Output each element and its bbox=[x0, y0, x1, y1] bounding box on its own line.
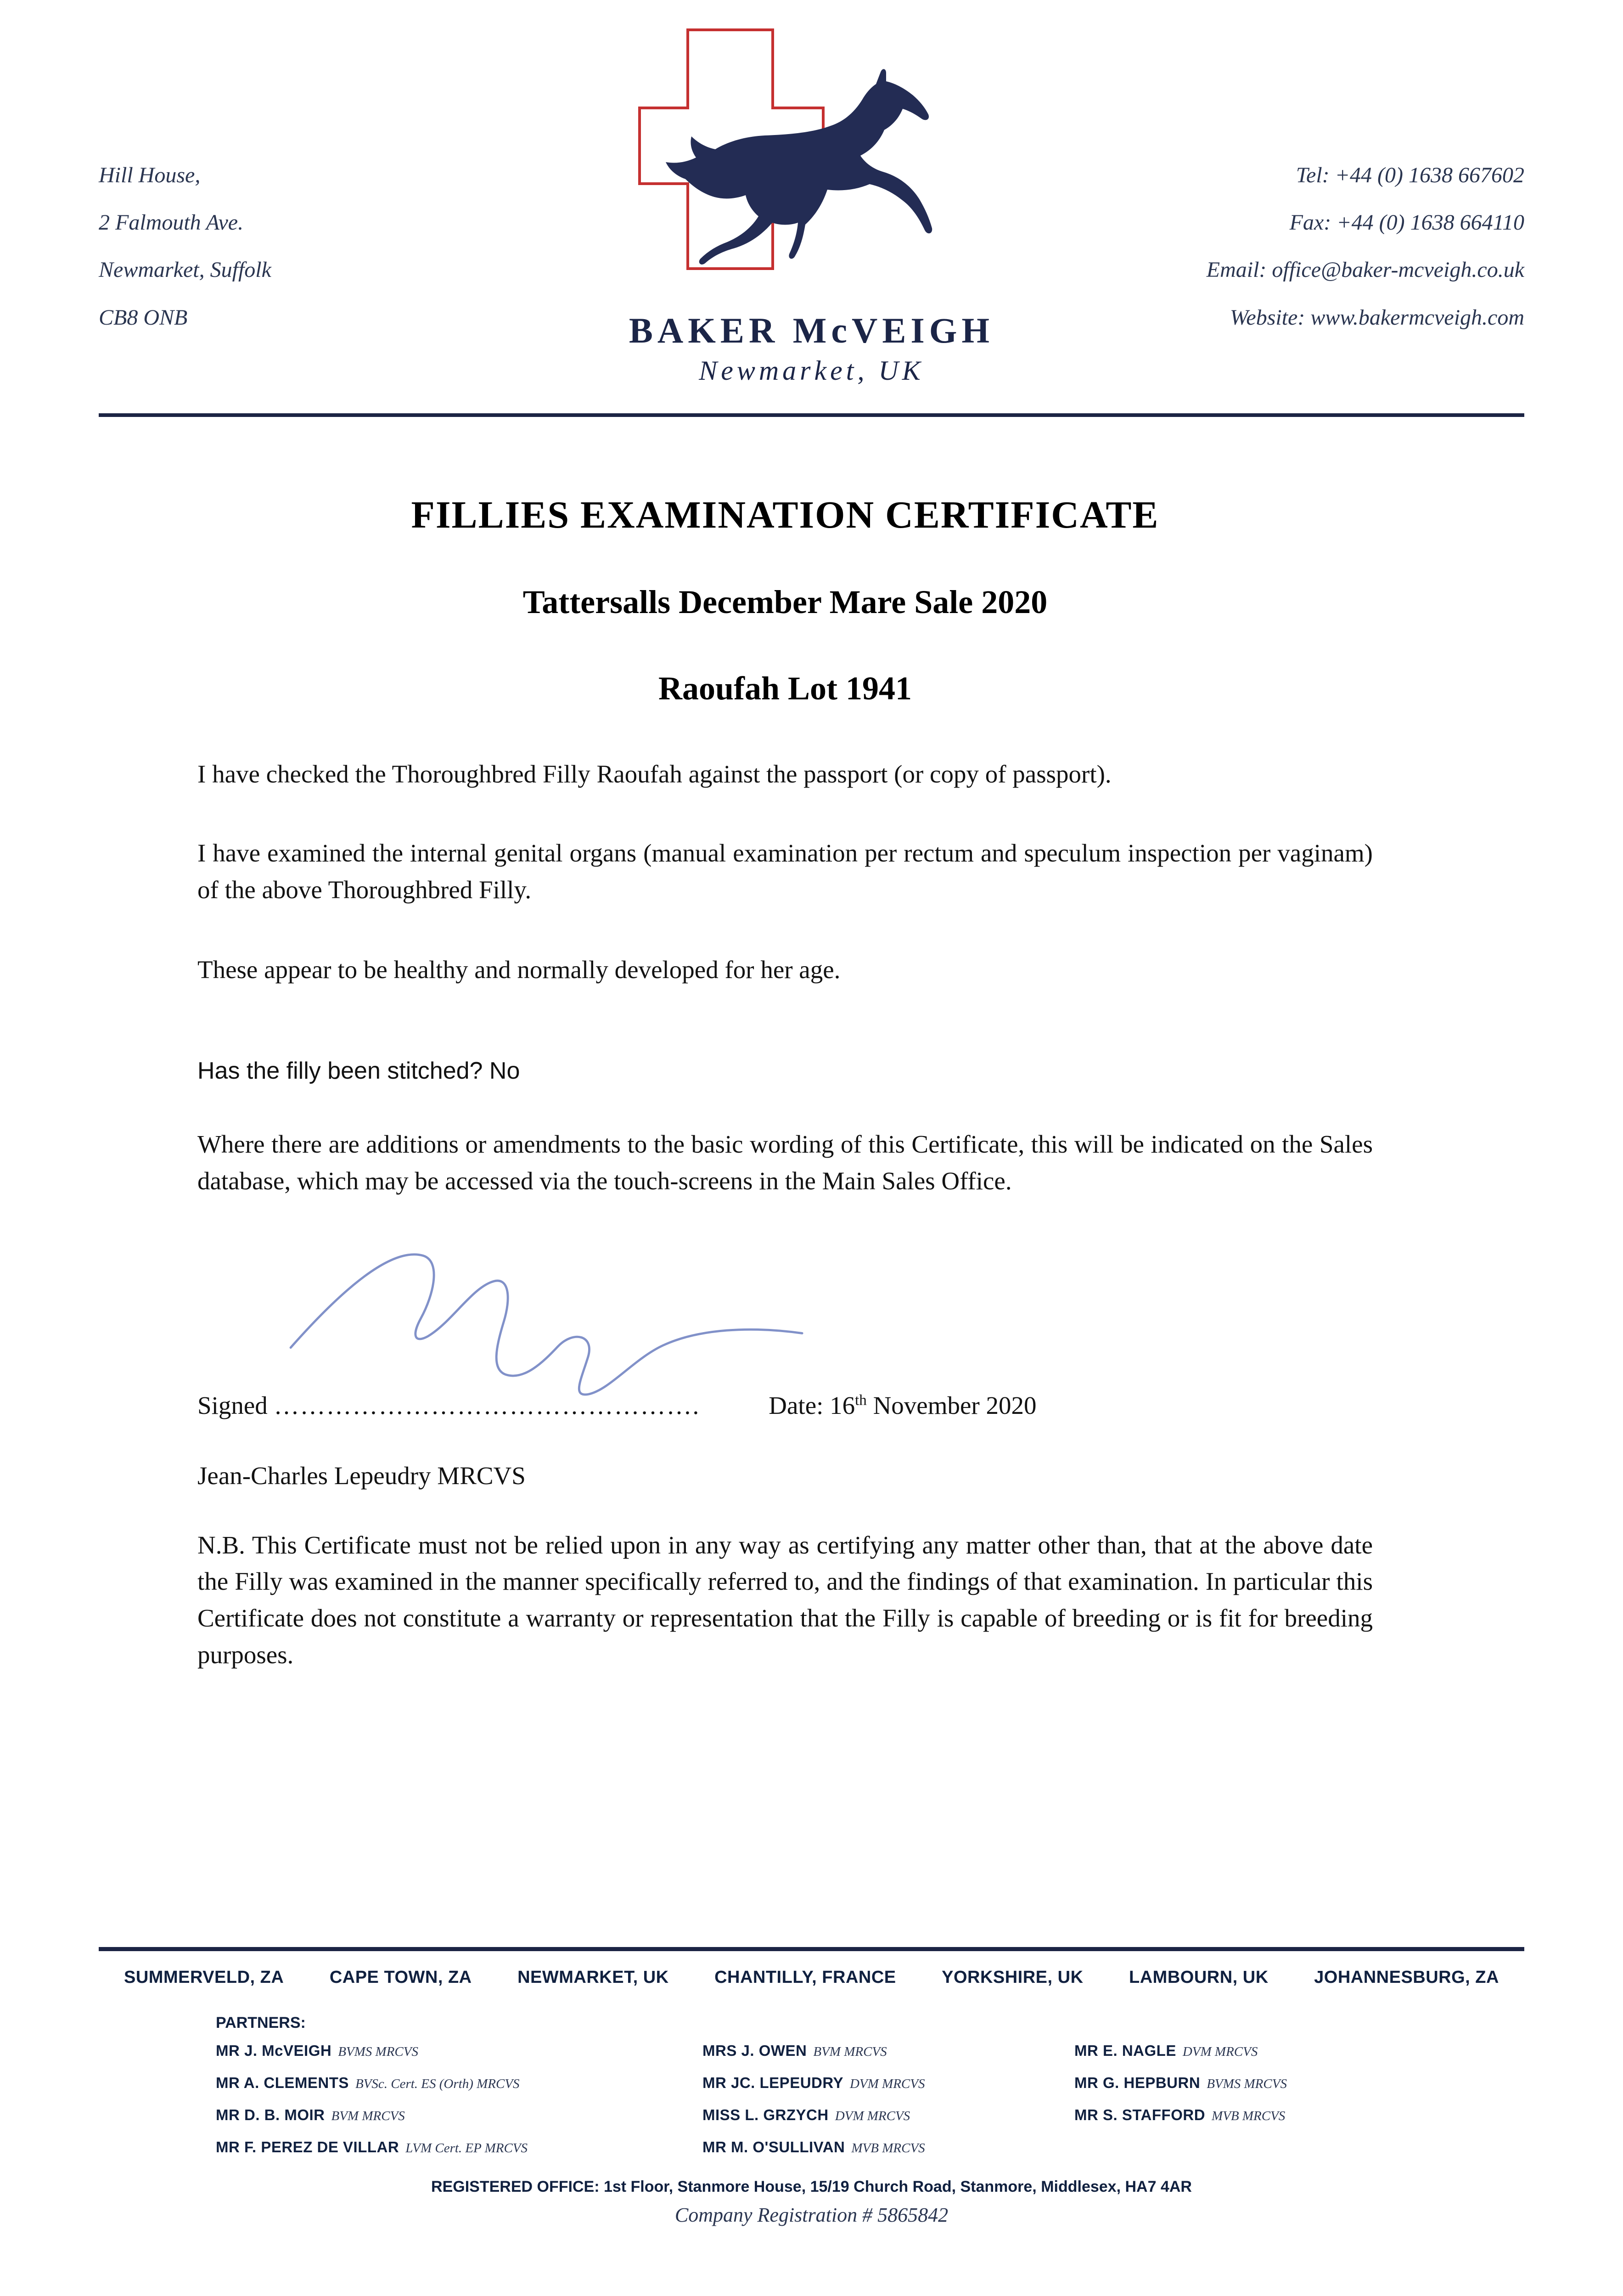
address-line: CB8 ONB bbox=[99, 305, 188, 330]
contact-website: Website: www.bakermcveigh.com bbox=[1230, 305, 1524, 330]
sale-name: Tattersalls December Mare Sale 2020 bbox=[522, 584, 1048, 620]
partner-name: MR E. NAGLE bbox=[1074, 2042, 1176, 2059]
location-item: JOHANNESBURG, ZA bbox=[1314, 1968, 1499, 1987]
partners-column-1 bbox=[216, 2042, 702, 2156]
partner-name: MR D. B. MOIR bbox=[216, 2106, 325, 2123]
logo-graphic bbox=[637, 21, 986, 278]
partner-entry bbox=[1074, 2042, 1524, 2060]
partner-entry bbox=[702, 2106, 1074, 2124]
partner-entry bbox=[216, 2138, 702, 2156]
office-locations bbox=[99, 1968, 1524, 1987]
location-item: LAMBOURN, UK bbox=[1129, 1968, 1269, 1987]
footer-rule bbox=[99, 1947, 1524, 1951]
practice-contact bbox=[1207, 152, 1524, 341]
location-item: NEWMARKET, UK bbox=[517, 1968, 669, 1987]
partner-name: MISS L. GRZYCH bbox=[702, 2106, 829, 2123]
company-registration: Company Registration # 5865842 bbox=[674, 2204, 949, 2226]
location-item: CAPE TOWN, ZA bbox=[329, 1968, 472, 1987]
address-line: 2 Falmouth Ave. bbox=[99, 210, 244, 235]
partner-name: MR G. HEPBURN bbox=[1074, 2074, 1201, 2091]
signed-label: Signed bbox=[197, 1391, 274, 1419]
partner-entry bbox=[1074, 2074, 1524, 2092]
partner-qualifications: LVM Cert. EP MRCVS bbox=[405, 2141, 528, 2155]
signatory-name: Jean-Charles Lepeudry MRCVS bbox=[197, 1461, 526, 1490]
letterfoot bbox=[99, 1947, 1524, 2227]
partner-qualifications: DVM MRCVS bbox=[1182, 2044, 1258, 2059]
signature-block bbox=[197, 1204, 1373, 1420]
partner-qualifications: BVM MRCVS bbox=[331, 2109, 405, 2123]
partner-qualifications: DVM MRCVS bbox=[835, 2109, 910, 2123]
stitched-question: Has the filly been stitched? No bbox=[197, 1058, 520, 1084]
contact-fax: Fax: +44 (0) 1638 664110 bbox=[1289, 210, 1524, 235]
partner-name: MRS J. OWEN bbox=[702, 2042, 807, 2059]
partners-column-3 bbox=[1074, 2042, 1524, 2156]
baker-mcveigh-logo bbox=[605, 21, 1018, 387]
partner-qualifications: BVMS MRCVS bbox=[1207, 2077, 1287, 2091]
partner-name: MR F. PEREZ DE VILLAR bbox=[216, 2138, 399, 2155]
date-ordinal: th bbox=[855, 1392, 867, 1409]
partner-name: MR J. McVEIGH bbox=[216, 2042, 332, 2059]
lot-name: Raoufah Lot 1941 bbox=[658, 670, 912, 707]
partners-column-2 bbox=[702, 2042, 1074, 2156]
header-rule bbox=[99, 413, 1524, 417]
location-item: YORKSHIRE, UK bbox=[942, 1968, 1084, 1987]
partner-entry bbox=[216, 2074, 702, 2092]
partner-name: MR S. STAFFORD bbox=[1074, 2106, 1206, 2123]
paragraph-examination: I have examined the internal genital organs (manual examination per rectum and speculum inspection per vaginam) of the above Thoroughbred Filly. bbox=[197, 838, 1373, 904]
partner-qualifications: BVMS MRCVS bbox=[338, 2044, 418, 2059]
address-line: Hill House, bbox=[99, 163, 201, 187]
partners-list bbox=[99, 2042, 1524, 2156]
partners-label: PARTNERS: bbox=[216, 2014, 306, 2032]
partner-qualifications: MVB MRCVS bbox=[1212, 2109, 1286, 2123]
certificate-title: FILLIES EXAMINATION CERTIFICATE bbox=[411, 494, 1159, 536]
partner-name: MR JC. LEPEUDRY bbox=[702, 2074, 843, 2091]
partner-entry bbox=[1074, 2106, 1524, 2124]
partner-qualifications: DVM MRCVS bbox=[849, 2077, 925, 2091]
paragraph-passport-check: I have checked the Thoroughbred Filly Raoufah against the passport (or copy of passport). bbox=[197, 760, 1112, 788]
paragraph-amendments: Where there are additions or amendments to the basic wording of this Certificate, this will be indicated on the Sales database, which may be accessed via the touch-screens in the Main Sales Office. bbox=[197, 1130, 1373, 1195]
partner-entry bbox=[702, 2074, 1074, 2092]
letterhead bbox=[0, 0, 1623, 413]
logo-wordmark: BAKER McVEIGH bbox=[629, 310, 994, 350]
nb-disclaimer: N.B. This Certificate must not be relied upon in any way as certifying any matter other than, that at the above date the Filly was examined in the manner specifically referred to, and the findings of that examination. In particular this Certificate does not constitute a warranty or representation that the Filly is capable of breeding or is fit for breeding purposes. bbox=[197, 1531, 1373, 1669]
partner-entry bbox=[702, 2138, 1074, 2156]
address-line: Newmarket, Suffolk bbox=[99, 258, 271, 282]
location-item: CHANTILLY, FRANCE bbox=[714, 1968, 896, 1987]
partner-entry bbox=[216, 2042, 702, 2060]
practice-address bbox=[99, 152, 271, 341]
registered-office: REGISTERED OFFICE: 1st Floor, Stanmore House, 15/19 Church Road, Stanmore, Middlesex, HA7 4AR bbox=[431, 2178, 1192, 2195]
partner-qualifications: BVSc. Cert. ES (Orth) MRCVS bbox=[355, 2077, 520, 2091]
partner-qualifications: BVM MRCVS bbox=[813, 2044, 887, 2059]
paragraph-findings: These appear to be healthy and normally developed for her age. bbox=[197, 956, 841, 984]
contact-tel: Tel: +44 (0) 1638 667602 bbox=[1296, 163, 1524, 187]
partner-qualifications: MVB MRCVS bbox=[851, 2141, 925, 2155]
certificate-body bbox=[197, 493, 1373, 1673]
location-item: SUMMERVELD, ZA bbox=[124, 1968, 284, 1987]
signed-line bbox=[197, 1391, 1036, 1420]
partner-entry bbox=[702, 2042, 1074, 2060]
contact-email: Email: office@baker-mcveigh.co.uk bbox=[1206, 258, 1524, 282]
signature-dotted-line: …………………………………………. bbox=[274, 1391, 700, 1419]
partner-name: MR M. O'SULLIVAN bbox=[702, 2138, 845, 2155]
handwritten-signature bbox=[275, 1204, 822, 1401]
logo-location: Newmarket, UK bbox=[699, 355, 924, 386]
partner-entry bbox=[216, 2106, 702, 2124]
date-field: Date: 16th November 2020 bbox=[769, 1391, 1037, 1419]
partner-name: MR A. CLEMENTS bbox=[216, 2074, 349, 2091]
